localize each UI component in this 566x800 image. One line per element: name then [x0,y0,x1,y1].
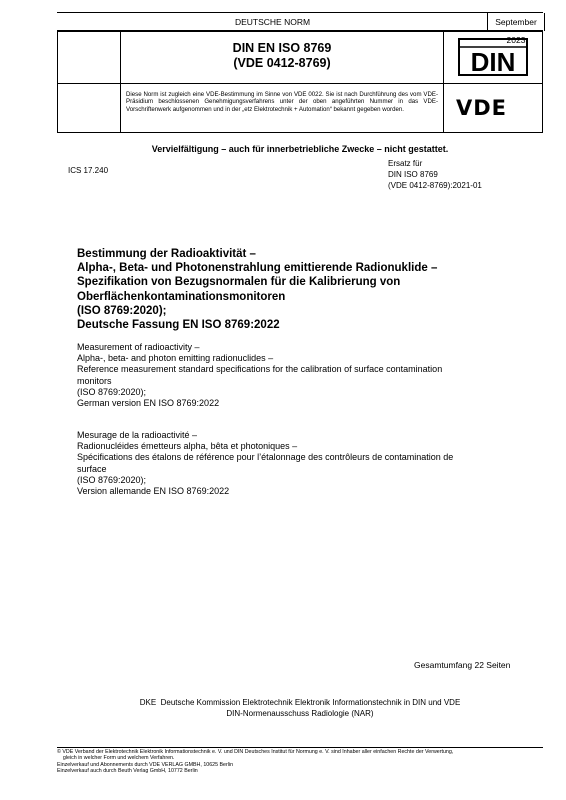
vde-note: Diese Norm ist zugleich eine VDE-Bestimmung im Sinne von VDE 0022. Sie ist nach Durchführung des vom VDE-Präsidium beschlossenen Genehmigungsverfahrens unter der oben angeführten Nummer in das VDE-Vorschriftenwerk aufgenommen und in der „etz Elektrotechnik + Automation“ bekannt gegeben worden. [126,91,438,113]
ics-code: ICS 17.240 [68,166,109,175]
vde-note-box [120,83,444,133]
title-de-line: Oberflächenkontaminationsmonitoren [77,290,286,303]
footer-line: Einzelverkauf auch durch Beuth Verlag GmbH, 10772 Berlin [57,768,198,775]
title-fr-line: Mesurage de la radioactivité – [77,430,198,440]
title-fr-line: Radionucléides émetteurs alpha, bêta et photoniques – [77,441,298,452]
title-de-line: Deutsche Fassung EN ISO 8769:2022 [77,319,280,332]
title-fr-line: (ISO 8769:2020); [77,474,147,485]
top-bar [57,12,543,45]
din-logo-box [443,30,543,84]
title-fr-line: Version allemande EN ISO 8769:2022 [77,486,230,497]
title-en-line: Measurement of radioactivity – [77,342,200,352]
left-empty-cell-2 [57,83,121,133]
title-english [77,342,527,409]
publication-date: September 2023 [487,13,545,31]
title-de-line: Spezifikation von Bezugsnormalen für die Kalibrierung von [77,276,401,289]
left-empty-cell [57,30,121,84]
supersedes-block [388,158,482,191]
din-logo-text: DIN [470,47,516,76]
vde-logo-box [443,83,543,133]
title-fr-line: Spécifications des étalons de référence pour l’étalonnage des contrôleurs de contamination de [77,452,454,463]
publisher-line: DKE Deutsche Kommission Elektrotechnik Elektronik Informationstechnik in DIN und VDE [139,698,461,707]
copyright-footer [57,747,543,775]
din-logo [458,38,528,76]
title-de-line: Bestimmung der Radioaktivität – [77,248,256,260]
total-pages: Gesamtumfang 22 Seiten [414,660,511,670]
vde-logo: VDE [456,96,508,120]
title-en-line: German version EN ISO 8769:2022 [77,398,220,409]
footer-line: © VDE Verband der Elektrotechnik Elektronik Informationstechnik e. V. und DIN Deutsches Institut für Normung e. V. sind Inhaber aller einfachen Rechte der Verwertung, [57,749,454,755]
title-en-line: monitors [77,375,112,386]
copy-notice: Vervielfältigung – auch für innerbetriebliche Zwecke – nicht gestattet. [151,144,449,154]
publisher-line: DIN-Normenausschuss Radiologie (NAR) [226,709,374,718]
supersedes-line: (VDE 0412-8769):2021-01 [388,181,482,190]
title-de-line: (ISO 8769:2020); [77,304,167,317]
supersedes-line: Ersatz für [388,159,423,168]
footer-line: gleich in welcher Form und welchem Verfahren. [57,755,175,762]
document-number-box [120,30,444,84]
vde-number: (VDE 0412-8769) [233,56,331,70]
supersedes-line: DIN ISO 8769 [388,170,438,179]
footer-line: Einzelverkauf und Abonnements durch VDE VERLAG GMBH, 10625 Berlin [57,761,234,768]
publisher-block [57,697,543,719]
title-french [77,430,527,497]
title-en-line: (ISO 8769:2020); [77,386,147,397]
document-series: DEUTSCHE NORM [234,17,311,27]
title-fr-line: surface [77,463,107,474]
title-en-line: Reference measurement standard specifications for the calibration of surface contamination [77,364,443,375]
title-de-line: Alpha-, Beta- und Photonenstrahlung emittierende Radionuklide – [77,262,438,275]
title-german [77,247,527,332]
document-number: DIN EN ISO 8769 [232,41,332,55]
title-en-line: Alpha-, beta- and photon emitting radionuclides – [77,353,274,364]
